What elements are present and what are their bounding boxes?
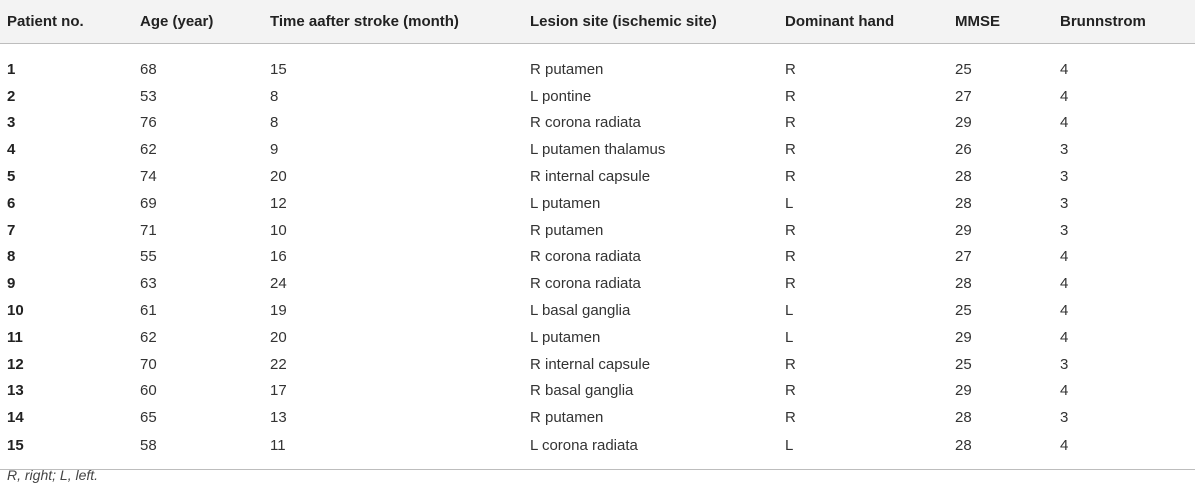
cell-lesion-site: R corona radiata (530, 248, 641, 266)
cell-brunnstrom: 4 (1060, 60, 1069, 78)
cell-brunnstrom: 3 (1060, 355, 1069, 373)
cell-age: 69 (140, 194, 157, 212)
cell-mmse: 25 (955, 302, 972, 320)
cell-dominant-hand: R (785, 355, 796, 373)
cell-brunnstrom: 4 (1060, 87, 1069, 105)
cell-time-after-stroke: 10 (270, 221, 287, 239)
cell-time-after-stroke: 19 (270, 302, 287, 320)
cell-time-after-stroke: 20 (270, 168, 287, 186)
cell-mmse: 27 (955, 87, 972, 105)
table-row (0, 431, 1195, 470)
cell-time-after-stroke: 24 (270, 275, 287, 293)
cell-lesion-site: R putamen (530, 409, 604, 427)
cell-mmse: 29 (955, 221, 972, 239)
table-row (0, 163, 1195, 190)
cell-time-after-stroke: 12 (270, 194, 287, 212)
cell-dominant-hand: R (785, 221, 796, 239)
cell-time-after-stroke: 8 (270, 87, 279, 105)
table-row (0, 190, 1195, 217)
cell-brunnstrom: 3 (1060, 168, 1069, 186)
cell-mmse: 29 (955, 114, 972, 132)
cell-dominant-hand: R (785, 248, 796, 266)
cell-dominant-hand: L (785, 328, 794, 346)
cell-patient-no: 9 (7, 275, 16, 293)
cell-brunnstrom: 4 (1060, 382, 1069, 400)
cell-brunnstrom: 4 (1060, 302, 1069, 320)
cell-lesion-site: L putamen (530, 194, 601, 212)
cell-age: 65 (140, 409, 157, 427)
cell-brunnstrom: 3 (1060, 221, 1069, 239)
header-brunnstrom: Brunnstrom (1060, 0, 1195, 44)
cell-age: 71 (140, 221, 157, 239)
cell-mmse: 28 (955, 194, 972, 212)
table-row (0, 136, 1195, 163)
cell-brunnstrom: 3 (1060, 409, 1069, 427)
cell-dominant-hand: L (785, 431, 955, 470)
cell-lesion-site: L pontine (530, 87, 592, 105)
cell-patient-no: 5 (7, 168, 16, 186)
header-lesion-site: Lesion site (ischemic site) (530, 0, 785, 44)
cell-dominant-hand: L (785, 194, 794, 212)
cell-age: 70 (140, 355, 157, 373)
cell-age: 53 (140, 87, 157, 105)
cell-mmse: 28 (955, 431, 1060, 470)
table-footnote: R, right; L, left. (7, 467, 99, 483)
cell-age: 76 (140, 114, 157, 132)
cell-time-after-stroke: 17 (270, 382, 287, 400)
table-row (0, 270, 1195, 297)
cell-patient-no: 11 (7, 328, 23, 346)
cell-patient-no: 14 (7, 409, 24, 427)
cell-patient-no: 13 (7, 382, 24, 400)
cell-patient-no: 1 (7, 60, 16, 78)
cell-age: 62 (140, 328, 157, 346)
cell-brunnstrom: 3 (1060, 141, 1069, 159)
cell-mmse: 28 (955, 275, 972, 293)
cell-dominant-hand: L (785, 302, 794, 320)
header-time-after-stroke: Time aafter stroke (month) (270, 0, 530, 44)
cell-time-after-stroke: 8 (270, 114, 279, 132)
cell-dominant-hand: R (785, 409, 796, 427)
table-row (0, 351, 1195, 378)
cell-time-after-stroke: 22 (270, 355, 287, 373)
cell-age: 68 (140, 60, 157, 78)
cell-time-after-stroke: 16 (270, 248, 287, 266)
table-row (0, 83, 1195, 110)
cell-mmse: 26 (955, 141, 972, 159)
table-row (0, 217, 1195, 244)
cell-age: 63 (140, 275, 157, 293)
cell-brunnstrom: 4 (1060, 275, 1069, 293)
cell-time-after-stroke: 11 (270, 431, 530, 470)
cell-mmse: 29 (955, 328, 972, 346)
cell-lesion-site: L basal ganglia (530, 302, 631, 320)
cell-lesion-site: R basal ganglia (530, 382, 634, 400)
table-row (0, 404, 1195, 431)
cell-dominant-hand: R (785, 141, 796, 159)
table-header (0, 0, 1195, 44)
cell-age: 62 (140, 141, 157, 159)
cell-age: 74 (140, 168, 157, 186)
cell-age: 55 (140, 248, 157, 266)
cell-patient-no: 12 (7, 355, 24, 373)
cell-time-after-stroke: 20 (270, 328, 287, 346)
cell-dominant-hand: R (785, 114, 796, 132)
cell-lesion-site: R corona radiata (530, 275, 641, 293)
cell-lesion-site: R corona radiata (530, 114, 641, 132)
cell-age: 60 (140, 382, 157, 400)
cell-mmse: 25 (955, 60, 972, 78)
table-row (0, 110, 1195, 137)
cell-time-after-stroke: 9 (270, 141, 279, 159)
cell-mmse: 28 (955, 168, 972, 186)
cell-dominant-hand: R (785, 382, 796, 400)
header-row (0, 0, 1195, 44)
header-mmse: MMSE (955, 0, 1060, 44)
cell-age: 61 (140, 302, 157, 320)
cell-patient-no: 7 (7, 221, 16, 239)
cell-brunnstrom: 4 (1060, 248, 1069, 266)
cell-lesion-site: R internal capsule (530, 355, 651, 373)
cell-brunnstrom: 3 (1060, 194, 1069, 212)
cell-mmse: 27 (955, 248, 972, 266)
cell-dominant-hand: R (785, 168, 796, 186)
header-dominant-hand: Dominant hand (785, 0, 955, 44)
cell-dominant-hand: R (785, 87, 796, 105)
cell-age: 58 (140, 431, 270, 470)
cell-brunnstrom: 4 (1060, 431, 1195, 470)
cell-patient-no: 10 (7, 302, 24, 320)
cell-dominant-hand: R (785, 60, 796, 78)
cell-lesion-site: L putamen (530, 328, 601, 346)
cell-lesion-site: L corona radiata (530, 431, 785, 470)
cell-lesion-site: L putamen thalamus (530, 141, 666, 159)
cell-time-after-stroke: 13 (270, 409, 287, 427)
cell-patient-no: 8 (7, 248, 16, 266)
table-row (0, 244, 1195, 271)
table-row (0, 324, 1195, 351)
header-patient-no: Patient no. (0, 0, 140, 44)
table-row (0, 378, 1195, 405)
cell-brunnstrom: 4 (1060, 114, 1069, 132)
table-row (0, 44, 1195, 83)
table-body (0, 44, 1195, 470)
cell-patient-no: 15 (0, 431, 140, 470)
cell-dominant-hand: R (785, 275, 796, 293)
cell-patient-no: 2 (7, 87, 16, 105)
cell-lesion-site: R internal capsule (530, 168, 651, 186)
cell-mmse: 29 (955, 382, 972, 400)
cell-mmse: 25 (955, 355, 972, 373)
cell-patient-no: 4 (7, 141, 16, 159)
cell-brunnstrom: 4 (1060, 328, 1069, 346)
table-row (0, 297, 1195, 324)
cell-patient-no: 3 (7, 114, 16, 132)
cell-lesion-site: R putamen (530, 60, 604, 78)
cell-time-after-stroke: 15 (270, 60, 287, 78)
header-age: Age (year) (140, 0, 270, 44)
cell-lesion-site: R putamen (530, 221, 604, 239)
cell-mmse: 28 (955, 409, 972, 427)
cell-patient-no: 6 (7, 194, 16, 212)
